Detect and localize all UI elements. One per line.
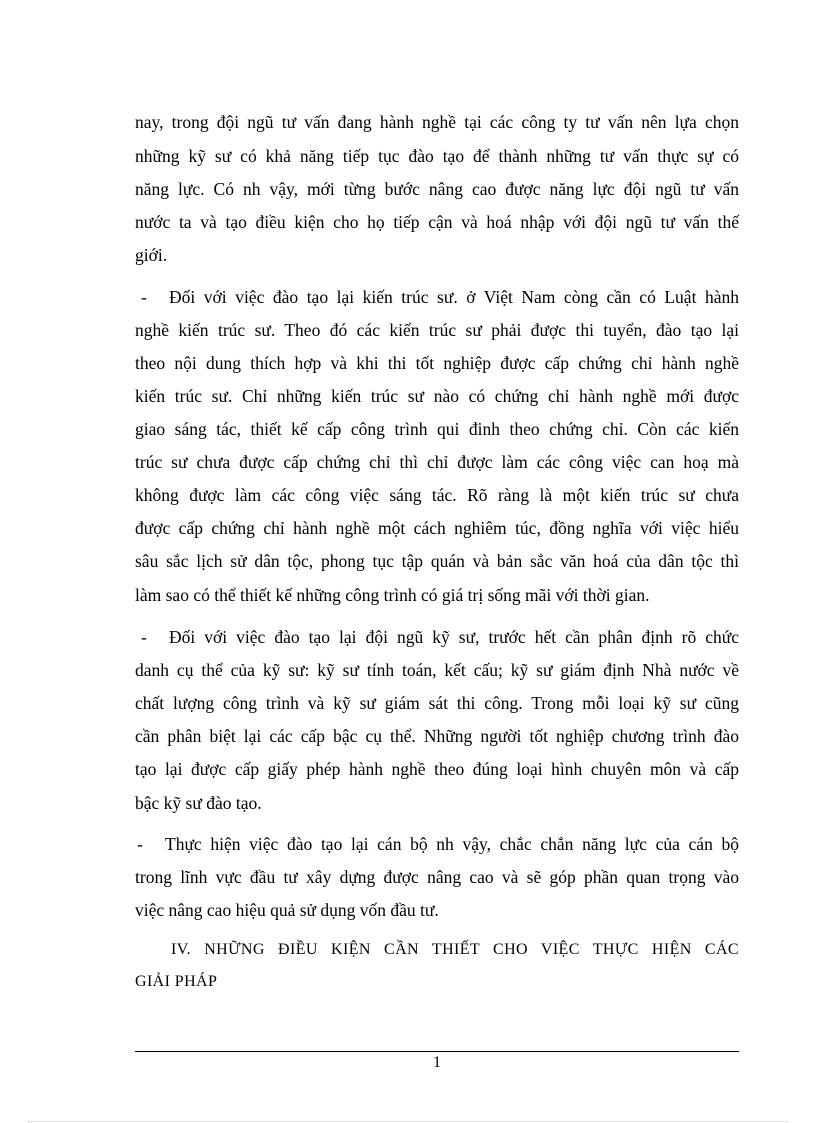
bullet-dash: - (137, 834, 143, 854)
text-line: những kỹ sư có khả năng tiếp tục đào tạo để thành những tư vấn thực sự có (135, 146, 739, 166)
text-line: tạo lại được cấp giấy phép hành nghề theo đúng loại hình chuyên môn và cấp (135, 759, 739, 779)
text-line: trúc sư chưa được cấp chứng chỉ thì chỉ được làm các công việc can hoạ mà (135, 452, 739, 472)
text-line: theo nội dung thích hợp và khi thi tốt nghiệp được cấp chứng chỉ hành nghề (135, 353, 739, 373)
text-line: kiến trúc sư. Chỉ những kiến trúc sư nào có chứng chỉ hành nghề mới được (135, 386, 739, 406)
text-line: Đối với việc đào tạo lại kiến trúc sư. ở Việt Nam còng cần có Luật hành (169, 287, 739, 307)
text-line: việc nâng cao hiệu quả sử dụng vốn đầu tư. (135, 900, 439, 920)
text-line: không được làm các công việc sáng tác. Rõ ràng là một kiến trúc sư chưa (135, 485, 739, 505)
text-line: nghề kiến trúc sư. Theo đó các kiến trúc sư phải được thi tuyển, đào tạo lại (135, 320, 739, 340)
text-line: làm sao có thể thiết kế những công trình có giá trị sống mãi với thời gian. (135, 585, 650, 605)
text-line: nay, trong đội ngũ tư vấn đang hành nghề tại các công ty tư vấn nên lựa chọn (135, 112, 739, 132)
text-line: nước ta và tạo điều kiện cho họ tiếp cận và hoá nhập với đội ngũ tư vấn thế (135, 212, 739, 232)
text-line: danh cụ thể của kỹ sư: kỹ sư tính toán, kết cấu; kỹ sư giám định Nhà nước về (135, 660, 739, 680)
page-number: 1 (433, 1054, 441, 1071)
text-line-first (135, 834, 739, 854)
text-line: được cấp chứng chỉ hành nghề một cách nghiêm túc, đồng nghĩa với việc hiểu (135, 518, 739, 538)
text-line: sâu sắc lịch sử dân tộc, phong tục tập quán và bản sắc văn hoá của dân tộc thì (135, 551, 739, 571)
heading-line: GIẢI PHÁP (135, 973, 218, 990)
text-line: cần phân biệt lại các cấp bậc cụ thể. Những người tốt nghiệp chương trình đào (135, 726, 739, 746)
text-line: năng lực. Có nh vậy, mới từng bước nâng cao được năng lực đội ngũ tư vấn (135, 179, 739, 199)
heading-line: IV. NHỮNG ĐIỀU KIỆN CẦN THIẾT CHO VIỆC THỰC HIỆN CÁC (171, 941, 739, 958)
text-line-first (135, 287, 739, 307)
bullet-dash: - (141, 287, 147, 307)
text-line: trong lĩnh vực đầu tư xây dựng được nâng cao và sẽ góp phần quan trọng vào (135, 867, 739, 887)
page-edge-divider (28, 1121, 788, 1122)
text-line-first (135, 627, 739, 647)
text-line: giao sáng tác, thiết kế cấp công trình qui đinh theo chứng chỉ. Còn các kiến (135, 419, 739, 439)
footer-divider (135, 1051, 739, 1052)
text-line: giới. (135, 245, 168, 265)
bullet-dash: - (141, 627, 147, 647)
text-line: chất lượng công trình và kỹ sư giám sát thi công. Trong mỗi loại kỹ sư cũng (135, 693, 739, 713)
text-line: Thực hiện việc đào tạo lại cán bộ nh vậy, chắc chắn năng lực của cán bộ (165, 834, 739, 854)
text-line: bậc kỹ sư đào tạo. (135, 793, 262, 813)
text-line: Đối với việc đào tạo lại đội ngũ kỹ sư, trước hết cần phân định rõ chức (169, 627, 739, 647)
